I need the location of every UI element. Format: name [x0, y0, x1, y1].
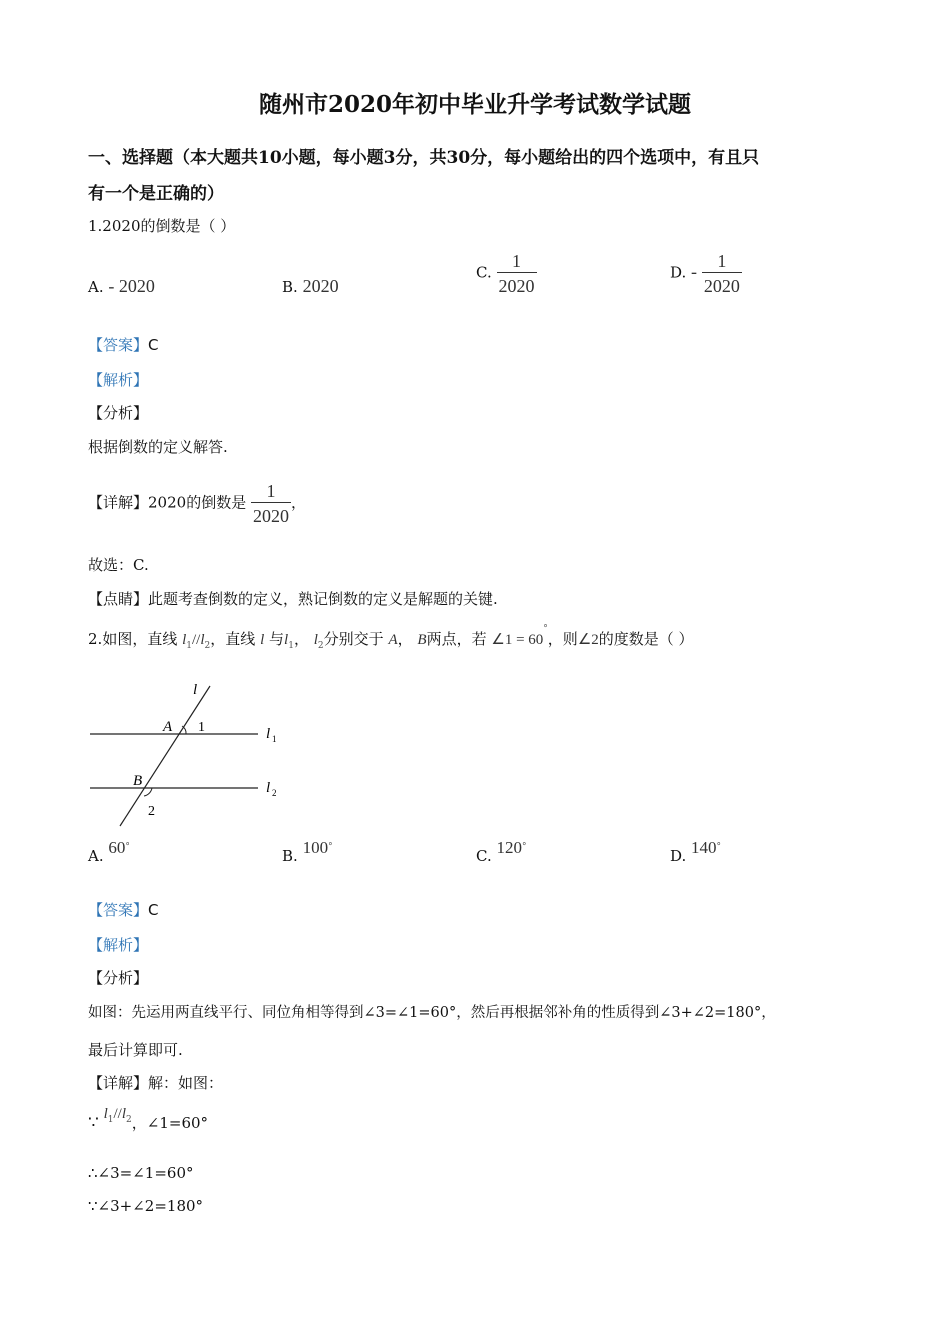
q2-option-a-label: A. — [88, 847, 104, 865]
q2-step1-l2: l — [121, 1106, 127, 1122]
q2-l2b-sub: 2 — [317, 641, 324, 651]
q1-option-a — [88, 276, 155, 297]
q2-option-b — [282, 838, 333, 866]
figure-angle1-arc — [182, 726, 186, 734]
q2-stem — [88, 624, 694, 651]
q2-l1b-sub: 1 — [288, 641, 294, 651]
q2-number: 2. — [88, 630, 103, 648]
q1-option-b-value: 2020 — [302, 276, 339, 296]
q1-option-d-sign: - — [691, 261, 698, 282]
q2-l1-sub: 1 — [186, 641, 193, 651]
q1-dianjing-text: 此题考查倒数的定义，熟记倒数的定义是解题的关键. — [148, 590, 498, 608]
figure-label-l1: l — [266, 726, 271, 742]
q1-fenxi-tag: 【分析】 — [88, 404, 149, 422]
q1-option-c-fraction — [497, 250, 537, 297]
q2-l1: l — [182, 632, 187, 648]
q1-detail-prefix: 2020的倒数是 — [148, 493, 247, 512]
q1-dianjing — [88, 588, 498, 609]
q2-detail — [88, 1072, 223, 1093]
figure-label-l1-sub: 1 — [272, 734, 277, 744]
q1-detail-denominator: 2020 — [251, 502, 291, 527]
q1-jiexi-tag: 【解析】 — [88, 371, 149, 389]
figure-label-b: B — [133, 773, 143, 789]
figure-label-1: 1 — [198, 720, 205, 735]
q2-l2-sub: 2 — [204, 641, 211, 651]
q2-option-c-degree: ° — [522, 842, 527, 852]
q2-fenxi-tag: 【分析】 — [88, 969, 149, 987]
q2-text-6: 两点，若 — [426, 630, 487, 648]
q1-option-c — [476, 250, 537, 297]
q2-text-8: 的度数是（ ） — [598, 630, 694, 648]
q1-option-c-denominator: 2020 — [497, 272, 537, 297]
q2-option-a-value: 60 — [108, 838, 126, 857]
q2-option-d — [670, 838, 722, 866]
q2-detail-tag: 【详解】 — [88, 1074, 149, 1092]
q2-text-3: 与 — [269, 630, 285, 648]
q2-detail-text: 解：如图： — [148, 1074, 224, 1092]
q2-step1-l2-sub: 2 — [126, 1115, 132, 1125]
q1-option-d-numerator: 1 — [717, 251, 727, 271]
q1-detail-tag: 【详解】 — [88, 493, 149, 512]
q2-step3: ∵∠3+∠2=180° — [88, 1197, 204, 1215]
q1-answer — [88, 334, 159, 355]
q2-step1-because: ∵ — [88, 1113, 99, 1133]
q1-dianjing-tag: 【点睛】 — [88, 590, 149, 608]
q2-jiexi-tag: 【解析】 — [88, 936, 149, 954]
q2-option-d-degree: ° — [716, 842, 722, 852]
q2-option-a-degree: ° — [125, 842, 130, 852]
q2-point-a: A — [388, 632, 398, 648]
q2-option-b-degree: ° — [328, 842, 333, 852]
q2-option-c-label: C. — [476, 847, 492, 865]
figure-label-2: 2 — [148, 804, 155, 819]
q1-option-b-label: B. — [282, 278, 298, 296]
q1-option-d — [670, 250, 742, 297]
q2-comma: ， — [397, 630, 413, 648]
q2-option-b-value: 100 — [302, 838, 329, 857]
q2-option-b-label: B. — [282, 847, 298, 865]
figure-label-a: A — [163, 719, 173, 735]
q2-l2: l — [200, 632, 205, 648]
q2-figure — [86, 680, 286, 830]
q2-text-5: 分别交于 — [323, 630, 384, 648]
q1-detail — [88, 480, 306, 527]
q2-text-2: ，直线 — [210, 630, 256, 648]
q2-angle2: ∠2 — [577, 632, 599, 648]
q2-point-b: B — [417, 632, 427, 648]
figure-label-l: l — [193, 682, 198, 698]
q2-step1-l1-sub: 1 — [107, 1115, 114, 1125]
q2-option-d-value: 140 — [691, 838, 717, 857]
q1-option-d-label: D. — [670, 263, 687, 282]
q1-detail-numerator: 1 — [266, 481, 276, 501]
q1-answer-value: C — [148, 336, 159, 354]
q2-l2-b: l — [313, 632, 318, 648]
q2-step1-l1: l — [103, 1106, 108, 1122]
q1-option-d-fraction — [702, 250, 742, 297]
q1-option-a-label: A. — [88, 278, 104, 296]
q1-option-c-numerator: 1 — [512, 251, 521, 271]
q2-answer-value: C — [148, 901, 159, 919]
q2-text-1: 如图，直线 — [102, 630, 178, 648]
q1-detail-suffix: ， — [290, 493, 306, 512]
figure-line-l — [120, 686, 210, 826]
q1-answer-tag: 【答案】 — [88, 336, 149, 354]
q2-fenxi-line1: 如图：先运用两直线平行、同位角相等得到∠3=∠1=60°，然后再根据邻补角的性质得到∠3+∠2=180°， — [88, 1005, 776, 1021]
q2-text-7: ，则 — [547, 630, 578, 648]
figure-label-l2: l — [266, 780, 271, 796]
q2-step1 — [88, 1106, 209, 1135]
q2-text-4: ， — [293, 630, 309, 648]
figure-label-l2-sub: 2 — [272, 788, 277, 798]
figure-angle2-arc — [144, 788, 152, 796]
q2-line-l: l — [260, 632, 265, 648]
q1-detail-fraction — [251, 480, 291, 527]
q2-answer-tag: 【答案】 — [88, 901, 149, 919]
q1-stem: 1.2020的倒数是（ ） — [88, 217, 236, 235]
q2-fenxi-line2: 最后计算即可. — [88, 1041, 183, 1059]
q2-angle1-degree: ° — [543, 624, 548, 634]
q1-fenxi-text: 根据倒数的定义解答. — [88, 438, 228, 456]
q1-option-d-denominator: 2020 — [702, 272, 742, 297]
q1-option-b — [282, 276, 339, 297]
q2-step1-parallel: // — [113, 1106, 122, 1122]
q1-option-c-label: C. — [476, 263, 492, 282]
q2-option-c — [476, 838, 527, 866]
section-heading-line1: 一、选择题（本大题共10小题，每小题3分，共30分，每小题给出的四个选项中，有且只 — [88, 148, 760, 168]
q2-parallel: // — [192, 632, 201, 648]
page-title: 随州市2020年初中毕业升学考试数学试题 — [258, 91, 691, 118]
q1-choose: 故选：C. — [88, 556, 149, 574]
q1-option-a-value: - 2020 — [108, 276, 155, 296]
q2-l1-b: l — [284, 632, 289, 648]
q2-step1-suffix: ，∠1=60° — [131, 1114, 209, 1132]
q2-step2: ∴∠3=∠1=60° — [88, 1164, 194, 1182]
section-heading-line2: 有一个是正确的） — [88, 184, 224, 204]
q2-option-d-label: D. — [670, 847, 687, 865]
q2-option-a — [88, 838, 130, 866]
q2-answer — [88, 899, 159, 920]
q2-option-c-value: 120 — [496, 838, 522, 857]
q2-angle1: ∠1 = 60 — [491, 632, 544, 648]
